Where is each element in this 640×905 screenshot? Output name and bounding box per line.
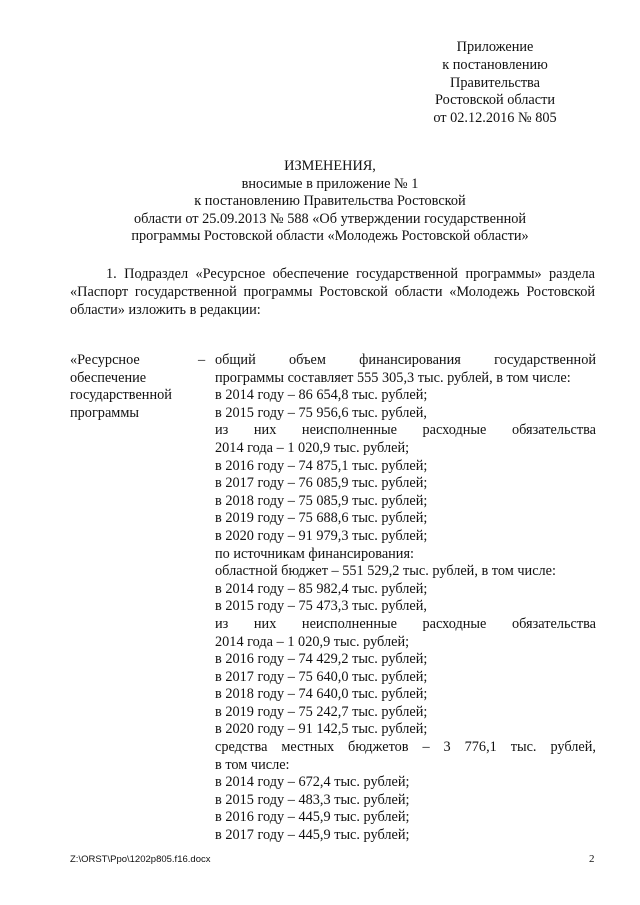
resource-line: в 2017 году – 445,9 тыс. рублей; [215,827,410,844]
resource-line: в 2014 году – 672,4 тыс. рублей; [215,774,410,791]
heading-line: к постановлению Правительства Ростовской [194,193,466,210]
resource-line: 2014 года – 1 020,9 тыс. рублей; [215,439,410,456]
resource-dash: – [198,352,206,368]
resource-details [215,352,596,845]
resource-label-line: обеспечение [70,369,147,386]
resource-label [70,352,195,422]
appendix-line: Правительства [450,74,540,91]
resource-line: из них неисполненные расходные обязательства [215,422,596,439]
resource-line: средства местных бюджетов – 3 776,1 тыс. рублей, [215,739,596,756]
document-heading [80,158,580,246]
resource-line: в 2016 году – 74 429,2 тыс. рублей; [215,651,428,668]
resource-line: в 2020 году – 91 979,3 тыс. рублей; [215,527,428,544]
appendix-line: к постановлению [442,56,548,73]
heading-line: области от 25.09.2013 № 588 «Об утверждении государственной [133,210,527,227]
resource-line: в 2016 году – 445,9 тыс. рублей; [215,809,410,826]
resource-line: в 2015 году – 75 956,6 тыс. рублей, [215,404,427,421]
heading-line: программы Ростовской области «Молодежь Ростовской области» [131,228,529,245]
appendix-line: Ростовской области [434,92,556,109]
appendix-line: от 02.12.2016 № 805 [433,110,557,127]
appendix-line: Приложение [456,39,534,55]
heading-title: ИЗМЕНЕНИЯ, [284,158,376,174]
resource-line: по источникам финансирования: [215,545,415,562]
appendix-block [380,39,610,128]
resource-line: в 2018 году – 74 640,0 тыс. рублей; [215,686,428,703]
resource-line: программы составляет 555 305,3 тыс. рублей, в том числе: [215,369,571,386]
footer-file-path: Z:\ORST\Ppo\1202p805.f16.docx [70,854,211,865]
resource-line: в 2018 году – 75 085,9 тыс. рублей; [215,492,428,509]
resource-label-line: «Ресурсное [70,352,140,368]
footer-page-number: 2 [589,853,595,865]
resource-line: в 2019 году – 75 688,6 тыс. рублей; [215,510,428,527]
resource-line: в 2015 году – 75 473,3 тыс. рублей, [215,598,427,615]
resource-line: общий объем финансирования государственной [215,352,596,368]
resource-line: в 2014 году – 86 654,8 тыс. рублей; [215,387,428,404]
resource-label-line: государственной [70,387,172,404]
resource-line: в 2015 году – 483,3 тыс. рублей; [215,791,410,808]
resource-line: в 2019 году – 75 242,7 тыс. рублей; [215,703,428,720]
resource-line: в 2017 году – 75 640,0 тыс. рублей; [215,668,428,685]
resource-line: областной бюджет – 551 529,2 тыс. рублей, в том числе: [215,563,556,580]
resource-line: в 2020 году – 91 142,5 тыс. рублей; [215,721,428,738]
resource-line: в 2014 году – 85 982,4 тыс. рублей; [215,580,428,597]
resource-line: 2014 года – 1 020,9 тыс. рублей; [215,633,410,650]
heading-line: вносимые в приложение № 1 [241,175,419,192]
resource-line: из них неисполненные расходные обязательства [215,615,596,632]
intro-paragraph: 1. Подраздел «Ресурсное обеспечение государственной программы» раздела «Паспорт государственной программы Ростовской области «Молодежь Ростовской области» изложить в редакции: [70,266,595,318]
resource-line: в том числе: [215,756,290,773]
resource-label-line: программы [70,404,140,421]
resource-line: в 2016 году – 74 875,1 тыс. рублей; [215,457,428,474]
resource-line: в 2017 году – 76 085,9 тыс. рублей; [215,475,428,492]
